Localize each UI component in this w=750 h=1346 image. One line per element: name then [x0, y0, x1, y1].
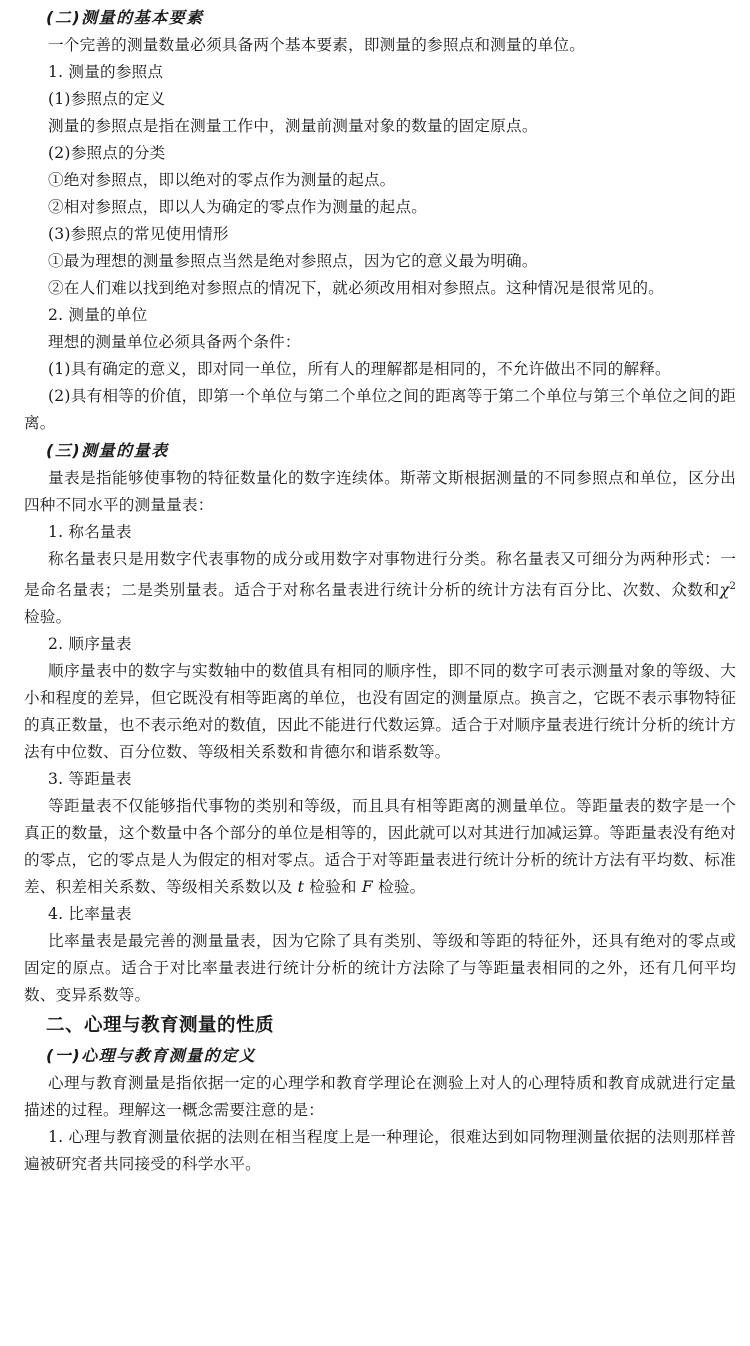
text-run: 检验。: [24, 608, 72, 627]
chapter-heading: 二、心理与教育测量的性质: [46, 1015, 275, 1037]
paragraph: 量表是指能够使事物的特征数量化的数字连续体。斯蒂文斯根据测量的不同参照点和单位，区分出四种不同水平的测量量表：: [24, 469, 736, 514]
section-heading-basic-elements: (二)测量的基本要素: [46, 8, 204, 27]
section-heading-scales: (三)测量的量表: [46, 441, 169, 460]
text-run: 等距量表不仅能够指代事物的类别和等级，而且具有相等距离的测量单位。等距量表的数字是一个真正的数量，这个数量中各个部分的单位是相等的，因此就可以对其进行加减运算。等距量表没有绝对的零点，它的零点是人为假定的相对零点。适合于对等距量表进行统计分析的统计方法有平均数、标准差、积差相关系数、等级相关系数以及: [24, 797, 736, 897]
subheading: 1. 称名量表: [48, 523, 132, 541]
superscript: 2: [729, 581, 736, 592]
subheading: 3. 等距量表: [48, 770, 132, 789]
paragraph: 测量的参照点是指在测量工作中，测量前测量对象的数量的固定原点。: [48, 117, 538, 135]
chi-symbol: χ: [719, 581, 730, 600]
section-heading-definition: (一)心理与教育测量的定义: [46, 1046, 257, 1066]
t-symbol: t: [297, 878, 305, 897]
subheading: 2. 测量的单位: [48, 306, 148, 324]
paragraph: 顺序量表中的数字与实数轴中的数值具有相同的顺序性，即不同的数字可表示测量对象的等级、大小和程度的差异，但它既没有相等距离的单位，也没有固定的测量原点。换言之，它既不表示事物特征的真正数量，也不表示绝对的数值，因此不能进行代数运算。适合于对顺序量表进行统计分析的统计方法有中位数、百分位数、等级相关系数和肯德尔和谐系数等。: [24, 662, 736, 762]
paragraph: ②相对参照点，即以人为确定的零点作为测量的起点。: [48, 198, 428, 216]
paragraph: 比率量表是最完善的测量量表，因为它除了具有类别、等级和等距的特征外，还具有绝对的零点或固定的原点。适合于对比率量表进行统计分析的统计方法除了与等距量表相同的之外，还有几何平均数、变异系数等。: [24, 932, 736, 1005]
subheading: 1. 测量的参照点: [48, 63, 164, 81]
paragraph: 1. 心理与教育测量依据的法则在相当程度上是一种理论，很难达到如同物理测量依据的法则那样普遍被研究者共同接受的科学水平。: [24, 1128, 736, 1174]
subheading: (2)参照点的分类: [48, 144, 166, 162]
subheading: (1)参照点的定义: [48, 90, 166, 108]
paragraph: ①最为理想的测量参照点当然是绝对参照点，因为它的意义最为明确。: [48, 252, 538, 270]
subheading: (3)参照点的常见使用情形: [48, 225, 229, 243]
paragraph: (2)具有相等的价值，即第一个单位与第二个单位之间的距离等于第二个单位与第三个单位之间的距离。: [24, 387, 736, 432]
paragraph-interval-scale: [24, 793, 736, 901]
subheading: 4. 比率量表: [48, 905, 132, 924]
text-run: 检验和: [304, 878, 362, 897]
text-run: 检验。: [372, 878, 426, 897]
text-run: 称名量表只是用数字代表事物的成分或用数字对事物进行分类。称名量表又可细分为两种形式：一是命名量表；二是类别量表。适合于对称名量表进行统计分析的统计方法有百分比、次数、众数和: [24, 550, 736, 600]
paragraph: (1)具有确定的意义，即对同一单位，所有人的理解都是相同的，不允许做出不同的解释。: [48, 360, 671, 378]
paragraph: ①绝对参照点，即以绝对的零点作为测量的起点。: [48, 171, 396, 189]
paragraph: 心理与教育测量是指依据一定的心理学和教育学理论在测验上对人的心理特质和教育成就进行定量描述的过程。理解这一概念需要注意的是：: [24, 1074, 736, 1120]
paragraph: ②在人们难以找到绝对参照点的情况下，就必须改用相对参照点。这种情况是很常见的。: [48, 279, 664, 297]
paragraph: 理想的测量单位必须具备两个条件：: [48, 333, 301, 351]
paragraph: 一个完善的测量数量必须具备两个基本要素，即测量的参照点和测量的单位。: [48, 36, 585, 54]
paragraph-nominal-scale: [24, 546, 736, 631]
subheading: 2. 顺序量表: [48, 635, 132, 654]
f-symbol: F: [361, 878, 373, 897]
